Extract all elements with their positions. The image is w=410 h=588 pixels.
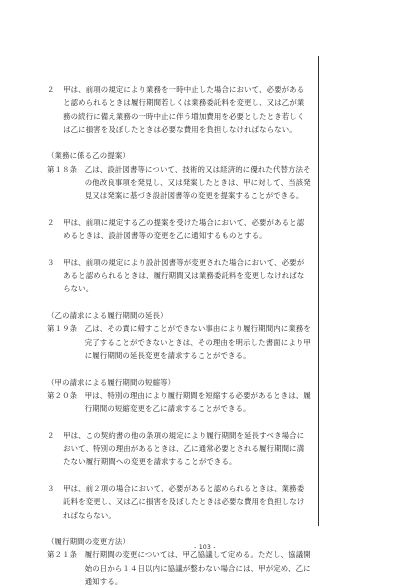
article-number: 第２１条 [47,550,85,560]
paragraph-text: 甲は、前項の規定により設計図書等が変更された場合において、必要があると認められるときは、履行期間又は業務委託料を変更しなければならない。 [63,257,305,294]
article-heading: （業務に係る乙の提案） [47,151,130,161]
article-number: 第１８条 [47,164,85,174]
paragraph-number: ２ [47,85,63,94]
paragraph-number: ３ [47,483,63,493]
paragraph-text: 甲は、この契約書の他の条項の規定により履行期間を延長すべき場合において、特別の理由があるときは、乙に通常必要とされる履行期間に満たない履行期間への変更を請求することができる。 [63,430,305,467]
paragraph-number: ２ [47,217,63,227]
article [47,548,311,588]
paragraph-text: 甲は、前２項の場合において、必要があると認められるときは、業務委託料を変更し、又は乙に損害を及ぼしたときは必要な費用を負担しなければならない。 [63,483,305,520]
paragraph-gap [47,522,311,535]
article-heading: （甲の請求による履行期間の短縮等） [47,377,176,387]
margin-rule [318,56,319,526]
article-text: 甲は、特別の理由により履行期間を短縮する必要があるときは、履行期間の短縮変更を乙に請求することができる。 [84,390,311,414]
article-text: 乙は、その責に帰すことができない事由により履行期間内に業務を完了することができないときは、その理由を明示した書面により甲に履行期間の延長変更を請求することができる。 [84,324,311,360]
paragraph-gap [47,136,311,149]
paragraph-gap [47,203,311,216]
paragraph [47,429,311,469]
paragraph-number: ２ [47,430,63,440]
article [47,389,311,416]
paragraph-gap [47,243,311,256]
article-number: 第２０条 [47,390,85,400]
paragraph [47,83,311,136]
article-text: 乙は、設計図書等について、技術的又は経済的に優れた代替方法その他改良事項を発見し、又は発案したときは、甲に対して、当該発見又は発案に基づき設計図書等の変更を提案することができる。 [84,164,311,201]
paragraph [47,216,311,243]
paragraph-number: ３ [47,257,63,267]
paragraph-text: 甲は、前項の規定により業務を一時中止した場合において、必要があると認められるときは履行期間若しくは業務委託料を変更し、又は乙が業務の続行に備え業務の一時中止に伴う増加費用を必要としたとき若しくは乙に損害を及ぼしたときは必要な費用を負担しなければならない。 [63,85,305,134]
article-text: 履行期間の変更については、甲乙協議して定める。ただし、協議開始の日から１４日以内に協議が整わない場合には、甲が定め、乙に通知する。 [84,550,311,586]
paragraph-text: 甲は、前項に規定する乙の提案を受けた場合において、必要があると認めるときは、設計図書等の変更を乙に通知するものとする。 [63,217,305,241]
article [47,163,311,203]
article-number: 第１９条 [47,324,85,334]
paragraph [47,256,311,296]
paragraph-gap [47,415,311,428]
paragraph-gap [47,296,311,309]
page-number: - 103 - [194,544,216,551]
paragraph-gap [47,469,311,482]
paragraph [47,482,311,522]
paragraph-gap [47,362,311,375]
article [47,322,311,362]
article-heading: （乙の請求による履行期間の延長） [47,311,168,321]
contract-body [47,83,311,588]
article-heading: （履行期間の変更方法） [47,537,130,547]
